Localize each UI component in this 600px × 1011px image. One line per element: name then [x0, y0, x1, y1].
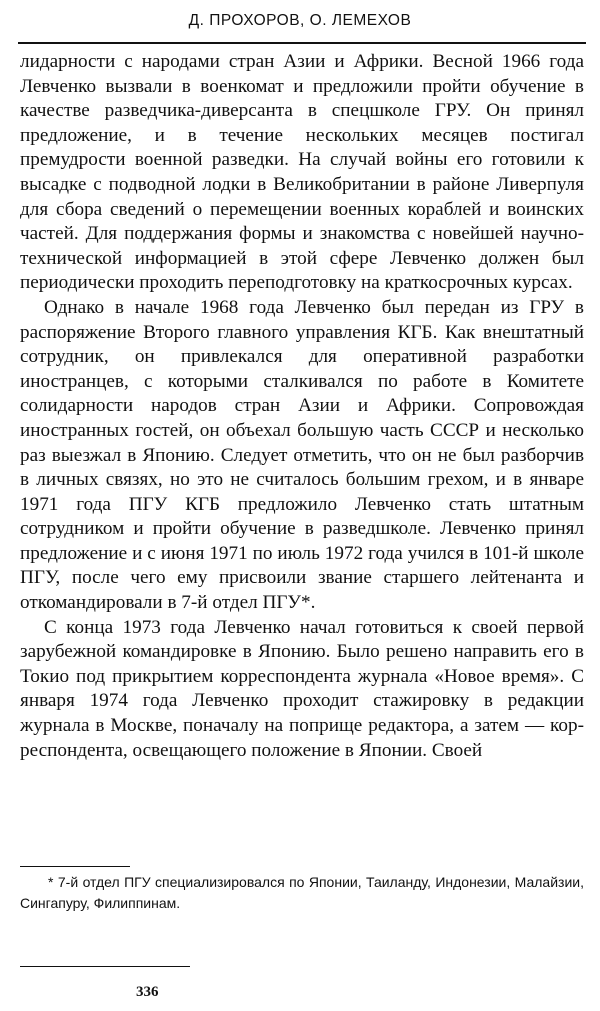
running-header: Д. ПРОХОРОВ, О. ЛЕМЕХОВ [188, 12, 412, 29]
footnote [20, 872, 584, 914]
header-rule [18, 42, 586, 44]
footnote-rule [20, 866, 130, 867]
paragraph-2: Однако в начале 1968 года Левченко был передан из ГРУ в распоряжение Второго главного управления КГБ. Как внештатный сотрудник, он привлекался для оперативной разработки иностранцев, с которыми сталкивался по работе в Комитете солидарности народов стран Азии и Африки. Сопровождая иностранных гостей, он объехал большую часть СССР и несколько раз выезжал в Японию. Следует отметить, что он не был разборчив в личных связях, но это не считалось большим грехом, и в январе 1971 года ПГУ КГБ предложило Левченко стать штатным сотрудником и пройти обучение в разведшколе. Левченко принял предложение и с июня 1971 по июль 1972 года учился в 101-й школе ПГУ, после чего ему присвоили звание старшего лейтенанта и откомандировали в 7-й отдел ПГУ*. [20, 296, 584, 614]
paragraph-3: С конца 1973 года Левченко начал готовиться к своей первой зарубежной командировке в Японию. Было решено направить его в Токио под прикрытием корреспондента журнала «Новое время». С января 1974 года Левченко проходит стажировку в редакции журнала в Москве, поначалу на поприще редактора, а затем — корреспондента, освещающего положение в Японии. Своей [20, 616, 584, 761]
page-number: 336 [136, 984, 159, 1000]
main-text [20, 50, 584, 763]
bottom-rule [20, 966, 190, 967]
footnote-text: * 7-й отдел ПГУ специализировался по Японии, Таиланду, Индонезии, Малайзии, Сингапуру, Филиппинам. [20, 874, 584, 911]
paragraph-1: лидарности с народами стран Азии и Африки. Весной 1966 года Левченко вызвали в военкомат и предложили пройти обучение в качестве разведчика-диверсанта в спецшколе ГРУ. Он принял предложение, и в течение нескольких месяцев постигал премудрости военной разведки. На случай войны его готовили к высадке с подводной лодки в Великобритании в районе Ливерпуля для сбора сведений о перемещении военных кораблей и воинских частей. Для поддержания формы и знакомства с новейшей научно-технической информацией в этой сфере Левченко должен был периодически проходить переподготовку на краткосрочных курсах. [20, 51, 584, 294]
